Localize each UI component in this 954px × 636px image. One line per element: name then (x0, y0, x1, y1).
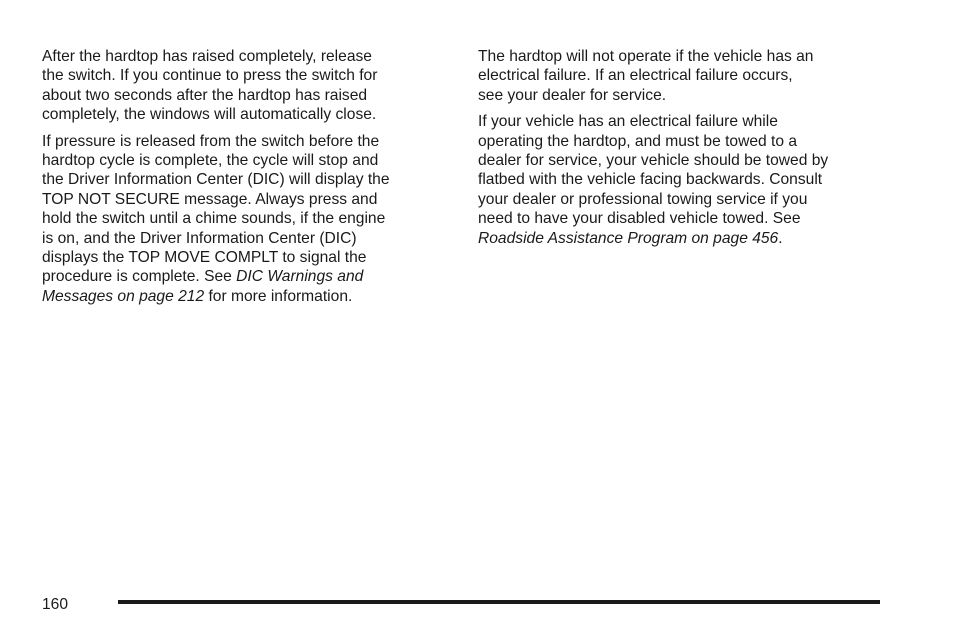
text-line: flatbed with the vehicle facing backwards. Consult (478, 171, 823, 189)
text-line: The hardtop will not operate if the vehicle has an (478, 48, 814, 65)
text-line: your dealer or professional towing service if you (478, 190, 808, 208)
text-line (42, 287, 440, 306)
text-line: need to have your disabled vehicle towed. See (478, 210, 801, 228)
text-line: is on, and the Driver Information Center (DIC) (42, 229, 357, 247)
text-line: If pressure is released from the switch before the (42, 132, 380, 150)
text-segment: procedure is complete. See (42, 268, 237, 286)
cross-reference-link[interactable]: DIC Warnings and (236, 268, 364, 286)
text-line: hardtop cycle is complete, the cycle will stop and (42, 152, 379, 170)
text-line: After the hardtop has raised completely, release (42, 48, 372, 65)
page-number: 160 (42, 596, 69, 613)
paragraph-pressure-released (42, 132, 440, 307)
text-line: about two seconds after the hardtop has raised (42, 86, 368, 104)
text-line: dealer for service, your vehicle should be towed by (478, 152, 829, 170)
cross-reference-link[interactable]: Messages on page 212 (42, 287, 205, 305)
paragraph-electrical-failure (478, 47, 878, 105)
text-line: see your dealer for service. (478, 86, 667, 104)
paragraph-towing (478, 112, 878, 248)
paragraph-hardtop-raised (42, 47, 440, 125)
text-line: TOP NOT SECURE message. Always press and (42, 190, 378, 208)
footer-rule (118, 600, 880, 604)
text-line: completely, the windows will automatically close. (42, 106, 377, 124)
text-line: the Driver Information Center (DIC) will display the (42, 171, 390, 189)
left-column (42, 47, 440, 313)
text-line: displays the TOP MOVE COMPLT to signal the (42, 249, 367, 267)
right-column (478, 47, 878, 255)
text-line: the switch. If you continue to press the switch for (42, 67, 378, 85)
text-segment: . (778, 229, 783, 247)
cross-reference-link[interactable]: Roadside Assistance Program on page 456 (478, 229, 779, 247)
text-line: operating the hardtop, and must be towed to a (478, 132, 798, 150)
text-line: electrical failure. If an electrical failure occurs, (478, 67, 793, 85)
text-segment: for more information. (204, 287, 353, 305)
text-line (42, 267, 440, 286)
text-line: hold the switch until a chime sounds, if the engine (42, 210, 386, 228)
text-line (478, 229, 878, 248)
text-line: If your vehicle has an electrical failure while (478, 113, 778, 131)
